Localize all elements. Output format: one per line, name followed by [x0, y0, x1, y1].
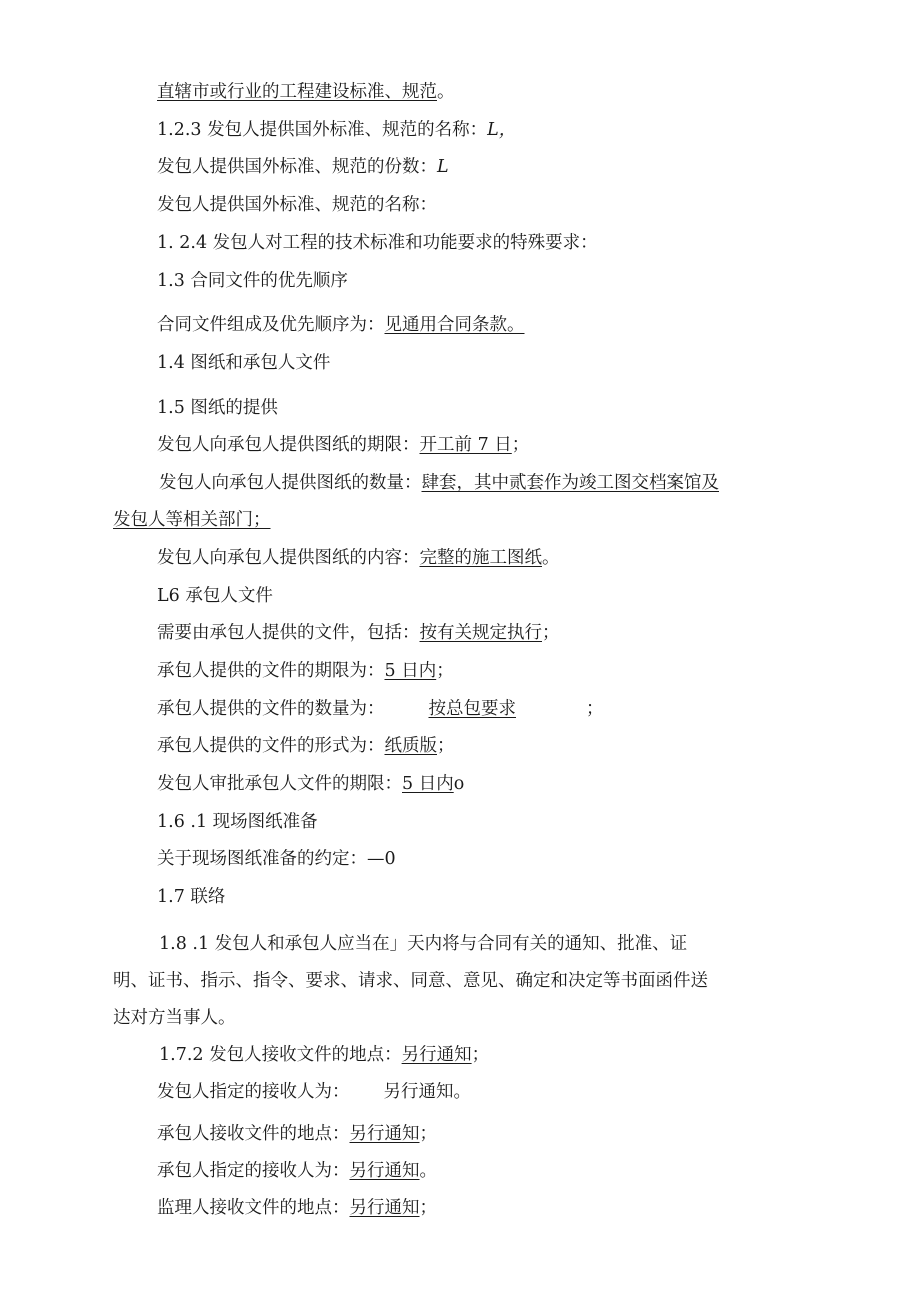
clause-1-6-1	[157, 810, 318, 834]
text-fragment: ；	[542, 623, 560, 643]
section-1-5-heading	[157, 396, 278, 420]
text-fragment: 1.2.3 发包人提供国外标准、规范的名称：	[157, 120, 488, 140]
text-line	[157, 1159, 437, 1183]
underlined-value: 5 日内	[384, 661, 437, 681]
text-fragment: 发包人指定的接收人为：	[157, 1082, 350, 1102]
text-fragment: 1.7 联络	[157, 887, 226, 907]
text-line	[157, 621, 560, 645]
text-fragment: ；	[436, 661, 454, 681]
clause-1-2-3	[157, 118, 516, 142]
text-line	[157, 734, 455, 758]
underlined-value: 直辖市或行业的工程建设标准、规范	[157, 82, 437, 102]
text-line	[157, 193, 437, 217]
text-fragment: 发包人审批承包人文件的期限：	[157, 774, 402, 794]
text-line	[113, 969, 708, 993]
text-fragment: 监理人接收文件的地点：	[157, 1198, 350, 1218]
underlined-value: 另行通知	[349, 1161, 420, 1181]
underlined-value: 完整的施工图纸	[419, 548, 542, 568]
text-fragment: 达对方当事人。	[113, 1008, 236, 1028]
text-fragment: 。	[542, 548, 560, 568]
text-fragment: 合同文件组成及优先顺序为：	[157, 315, 385, 335]
text-fragment: 承包人指定的接收人为：	[157, 1161, 350, 1181]
text-fragment: 发包人向承包人提供图纸的内容：	[157, 548, 420, 568]
text-line	[157, 697, 604, 721]
text-fragment: ；	[419, 1124, 437, 1144]
underlined-value: 另行通知	[349, 1198, 420, 1218]
text-fragment: ；	[586, 699, 604, 719]
text-fragment: o	[453, 774, 465, 794]
text-fragment: 。	[437, 82, 455, 102]
text-fragment: 发包人向承包人提供图纸的期限：	[157, 435, 420, 455]
text-fragment: 1.4 图纸和承包人文件	[157, 353, 331, 373]
text-line	[157, 546, 560, 570]
clause-1-8-1	[159, 932, 687, 956]
text-fragment: 需要由承包人提供的文件，包括：	[157, 623, 420, 643]
underlined-value: 另行通知	[349, 1124, 420, 1144]
text-fragment: ；	[511, 435, 530, 455]
text-fragment: L6 承包人文件	[157, 586, 273, 606]
text-line	[157, 659, 454, 683]
text-fragment: 。	[419, 1161, 437, 1181]
text-fragment: ；	[419, 1198, 437, 1218]
text-line	[113, 1006, 236, 1030]
text-line	[157, 1122, 437, 1146]
text-fragment: 1. 2.4 发包人对工程的技术标准和功能要求的特殊要求：	[157, 233, 598, 253]
section-1-3-heading	[157, 269, 348, 293]
text-fragment: 1.3 合同文件的优先顺序	[157, 271, 348, 291]
text-fragment: 1.8 .1 发包人和承包人应当在」天内将与合同有关的通知、批准、证	[159, 934, 688, 954]
text-fragment: 明、证书、指示、指令、要求、请求、同意、意见、确定和决定等书面函件送	[113, 971, 708, 991]
text-line	[157, 1196, 437, 1220]
section-1-6-heading	[157, 584, 273, 608]
text-fragment: 关于现场图纸准备的约定：—0	[157, 849, 396, 869]
text-line	[157, 847, 396, 871]
text-fragment: 1.5 图纸的提供	[157, 398, 278, 418]
field-value: 另行通知。	[383, 1082, 471, 1102]
text-fragment: 发包人提供国外标准、规范的份数：	[157, 157, 437, 177]
underlined-value: 另行通知	[401, 1045, 472, 1065]
text-line	[157, 80, 455, 104]
section-1-4-heading	[157, 351, 330, 375]
underlined-value: 5 日内	[402, 774, 454, 794]
field-value: L，	[487, 120, 517, 140]
text-line	[113, 508, 271, 532]
underlined-value: 按有关规定执行	[419, 623, 542, 643]
underlined-value: 肆套，其中贰套作为竣工图交档案馆及	[421, 473, 719, 493]
text-fragment: 承包人提供的文件的形式为：	[157, 736, 385, 756]
text-line	[159, 471, 719, 495]
text-fragment: ；	[471, 1045, 490, 1065]
underlined-value: 按总包要求	[428, 699, 516, 719]
text-fragment: 承包人提供的文件的数量为：	[157, 699, 385, 719]
text-line	[157, 155, 449, 179]
section-1-7-heading	[157, 885, 225, 909]
clause-1-7-2	[159, 1043, 489, 1067]
underlined-value: 纸质版	[384, 736, 437, 756]
text-fragment: 发包人向承包人提供图纸的数量：	[159, 473, 422, 493]
text-line	[157, 772, 464, 796]
field-value: L	[437, 157, 449, 177]
text-fragment: 发包人提供国外标准、规范的名称：	[157, 195, 437, 215]
text-fragment: ；	[437, 736, 455, 756]
text-fragment: 1.7.2 发包人接收文件的地点：	[159, 1045, 402, 1065]
clause-1-2-4	[157, 231, 598, 255]
underlined-value: 见通用合同条款。	[384, 315, 525, 335]
text-line	[157, 1080, 471, 1104]
underlined-value: 开工前 7 日	[419, 435, 512, 455]
underlined-value: 发包人等相关部门；	[113, 510, 271, 530]
text-fragment: 1.6 .1 现场图纸准备	[157, 812, 318, 832]
text-line	[157, 313, 525, 337]
text-line	[157, 433, 529, 457]
text-fragment: 承包人提供的文件的期限为：	[157, 661, 385, 681]
text-fragment: 承包人接收文件的地点：	[157, 1124, 350, 1144]
